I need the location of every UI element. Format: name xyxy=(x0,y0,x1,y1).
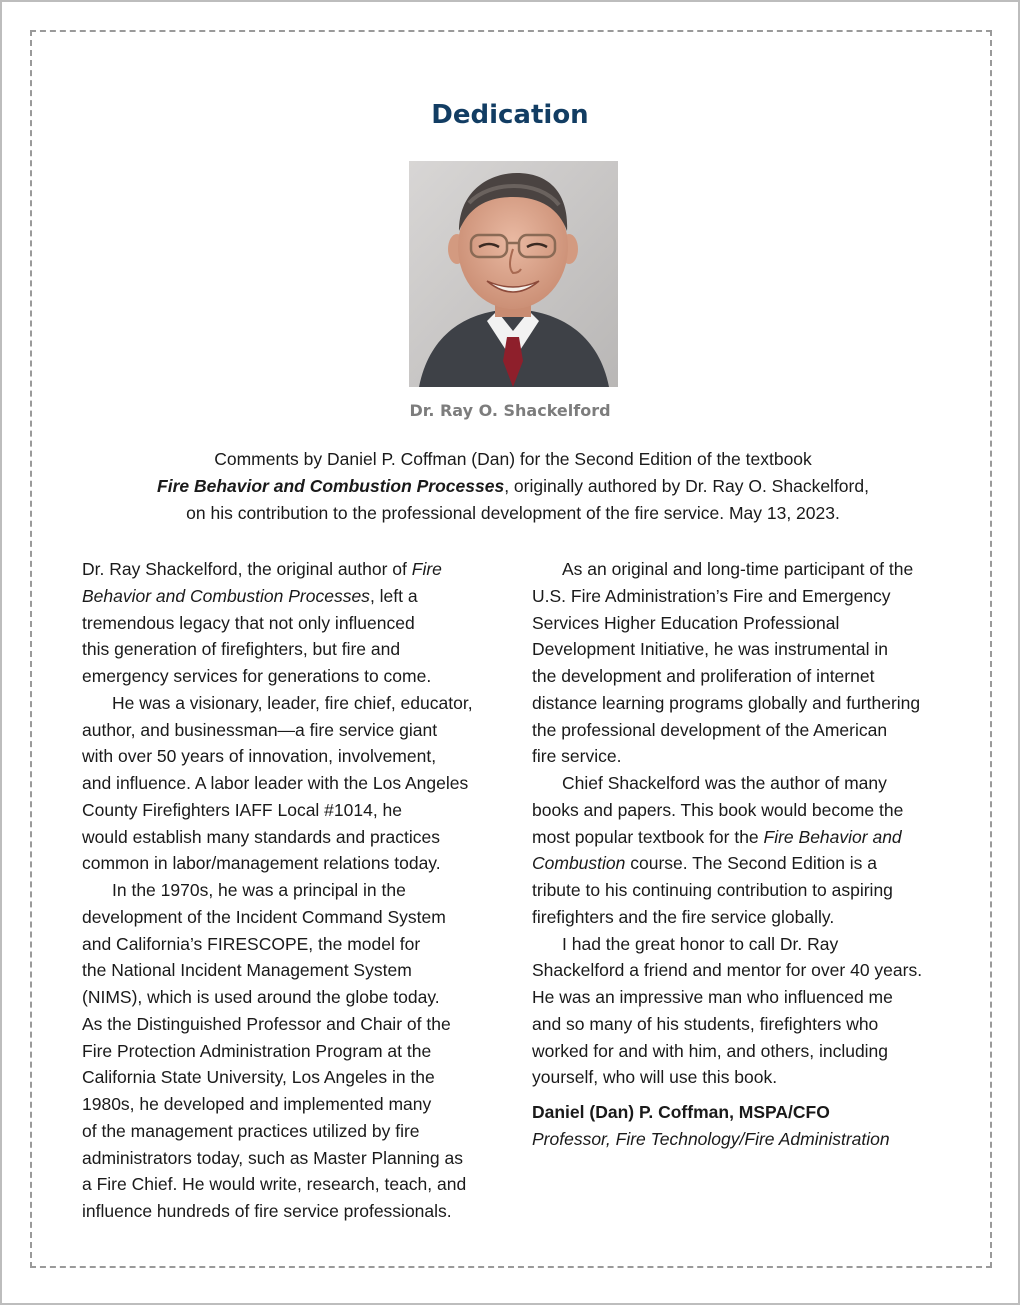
signature-title: Professor, Fire Technology/Fire Administration xyxy=(532,1128,890,1149)
text-line: U.S. Fire Administration’s Fire and Emergency xyxy=(532,585,891,606)
text-line: of the management practices utilized by fire xyxy=(82,1120,420,1141)
text-line: the development and proliferation of internet xyxy=(532,666,875,686)
text-line: tremendous legacy that not only influenced xyxy=(82,612,415,633)
text-line: common in labor/management relations today. xyxy=(82,853,441,874)
signature-name: Daniel (Dan) P. Coffman, MSPA/CFO xyxy=(532,1102,830,1122)
text-line xyxy=(82,556,502,583)
text-line: a Fire Chief. He would write, research, teach, and xyxy=(82,1174,467,1195)
text-segment: , left a xyxy=(369,585,418,606)
text-line: 1980s, he developed and implemented many xyxy=(82,1094,432,1114)
intro-line: Comments by Daniel P. Coffman (Dan) for the Second Edition of the textbook xyxy=(214,449,812,469)
text-line: He was an impressive man who influenced me xyxy=(532,987,893,1007)
text-line: County Firefighters IAFF Local #1014, he xyxy=(82,799,403,820)
text-line: and California’s FIRESCOPE, the model for xyxy=(82,933,421,954)
text-line: author, and businessman—a fire service giant xyxy=(82,719,438,740)
text-line: emergency services for generations to come. xyxy=(82,666,432,686)
text-line: Chief Shackelford was the author of many xyxy=(562,773,887,793)
book-title: Fire Behavior and Combustion Processes xyxy=(157,476,505,496)
text-line: fire service. xyxy=(532,746,622,767)
text-line: the National Incident Management System xyxy=(82,960,412,981)
text-line: development of the Incident Command System xyxy=(82,906,446,927)
text-line xyxy=(532,824,952,851)
text-line: and so many of his students, firefighters who xyxy=(532,1013,879,1034)
intro-line xyxy=(80,473,946,500)
book-title: Behavior and Combustion Processes xyxy=(82,585,370,606)
course-title: Combustion xyxy=(532,853,626,874)
text-line xyxy=(82,583,502,610)
intro-paragraph xyxy=(80,446,946,527)
text-line: As the Distinguished Professor and Chair of the xyxy=(82,1013,451,1034)
right-column xyxy=(532,556,952,1153)
text-line: California State University, Los Angeles in the xyxy=(82,1067,435,1088)
text-line: He was a visionary, leader, fire chief, educator, xyxy=(112,692,473,713)
book-title: Fire xyxy=(411,559,442,579)
text-line: administrators today, such as Master Planning as xyxy=(82,1147,463,1168)
text-line: this generation of firefighters, but fire and xyxy=(82,639,401,660)
text-line: Fire Protection Administration Program at the xyxy=(82,1040,432,1061)
text-segment: course. The Second Edition is a xyxy=(625,853,878,874)
text-line: tribute to his continuing contribution to aspiring xyxy=(532,880,893,900)
text-line: (NIMS), which is used around the globe today. xyxy=(82,987,440,1007)
text-line: Services Higher Education Professional xyxy=(532,612,840,633)
intro-text: , originally authored by Dr. Ray O. Shackelford, xyxy=(504,476,869,496)
text-line: would establish many standards and practices xyxy=(82,826,440,847)
text-line: books and papers. This book would become the xyxy=(532,799,904,820)
portrait-photo xyxy=(409,161,618,387)
text-line: I had the great honor to call Dr. Ray xyxy=(562,933,839,954)
text-line: yourself, who will use this book. xyxy=(532,1067,778,1088)
intro-line: on his contribution to the professional development of the fire service. May 13, 2023. xyxy=(186,503,840,523)
left-column xyxy=(82,556,502,1225)
text-segment: Dr. Ray Shackelford, the original author of xyxy=(82,559,412,579)
text-line: As an original and long-time participant of the xyxy=(562,559,914,579)
photo-caption: Dr. Ray O. Shackelford xyxy=(409,401,611,420)
text-line: firefighters and the fire service globally. xyxy=(532,906,835,927)
text-line: distance learning programs globally and furthering xyxy=(532,692,921,713)
text-line: Development Initiative, he was instrumental in xyxy=(532,639,889,660)
text-line: and influence. A labor leader with the Los Angeles xyxy=(82,773,469,793)
course-title: Fire Behavior and xyxy=(763,826,902,847)
text-line: Shackelford a friend and mentor for over 40 years. xyxy=(532,960,923,981)
portrait-illustration xyxy=(409,161,618,387)
text-line: the professional development of the American xyxy=(532,719,888,740)
text-segment: most popular textbook for the xyxy=(532,826,764,847)
text-line: influence hundreds of fire service professionals. xyxy=(82,1201,452,1221)
text-line: worked for and with him, and others, including xyxy=(532,1040,889,1061)
signature-block xyxy=(532,1099,952,1153)
page-title: Dedication xyxy=(431,100,589,130)
text-line: In the 1970s, he was a principal in the xyxy=(112,880,406,900)
text-line: with over 50 years of innovation, involvement, xyxy=(82,746,437,767)
text-line xyxy=(532,850,952,877)
